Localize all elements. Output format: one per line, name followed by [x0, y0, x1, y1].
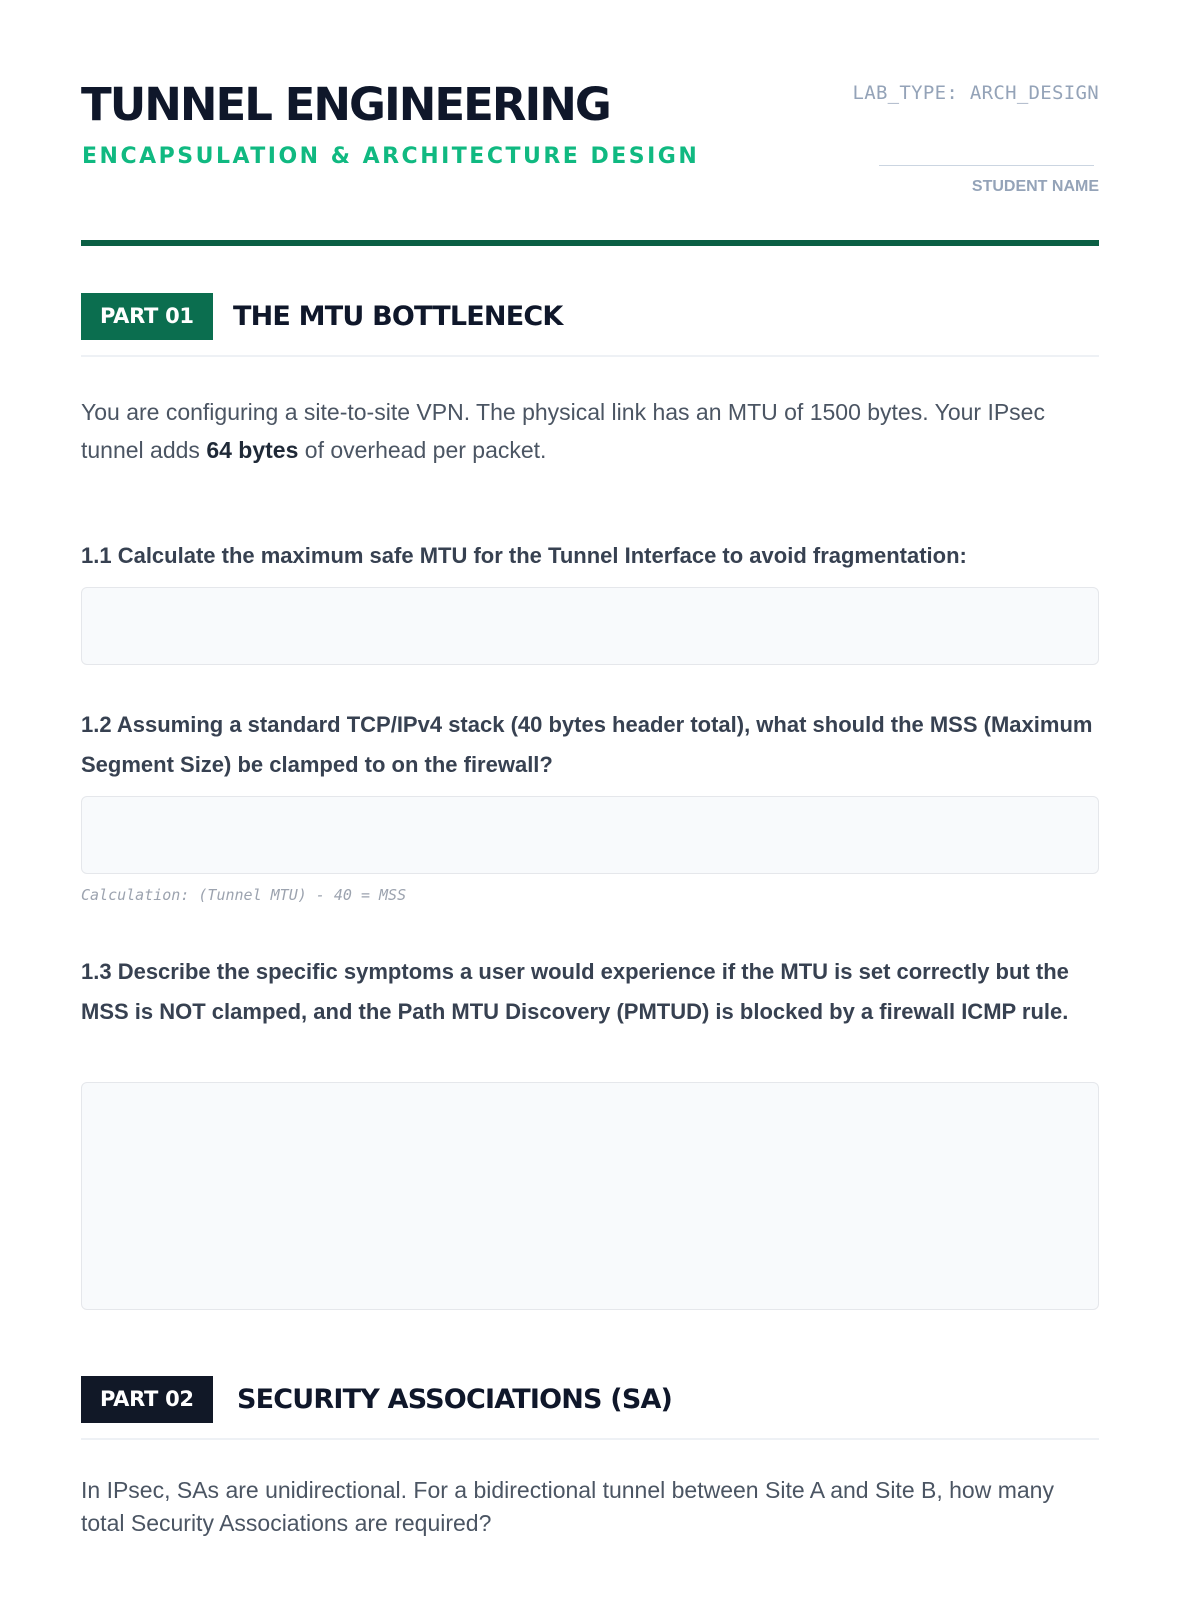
- part2-title: SECURITY ASSOCIATIONS (SA): [237, 1384, 673, 1415]
- calculation-hint: Calculation: (Tunnel MTU) - 40 = MSS: [81, 886, 407, 904]
- section-header-part1: [81, 293, 1099, 357]
- answer-1-1-input[interactable]: [81, 587, 1099, 665]
- part1-intro-bold: 64 bytes: [206, 437, 299, 463]
- part2-intro: In IPsec, SAs are unidirectional. For a bidirectional tunnel between Site A and Site B, how many total Security Associations are required?: [81, 1477, 1054, 1536]
- worksheet-subtitle: ENCAPSULATION & ARCHITECTURE DESIGN: [82, 144, 700, 169]
- question-1-2-label: 1.2 Assuming a standard TCP/IPv4 stack (40 bytes header total), what should the MSS (Maximum Segment Size) be clamped to on the firewall?: [81, 712, 1093, 777]
- answer-1-2-input[interactable]: [81, 796, 1099, 874]
- part1-title: THE MTU BOTTLENECK: [233, 301, 563, 332]
- worksheet-title: TUNNEL ENGINEERING: [81, 78, 610, 131]
- question-1-3-label: 1.3 Describe the specific symptoms a user would experience if the MTU is set correctly but the MSS is NOT clamped, and the Path MTU Discovery (PMTUD) is blocked by a firewall ICMP rule.: [81, 959, 1069, 1024]
- part2-badge: PART 02: [81, 1376, 213, 1423]
- part1-badge: PART 01: [81, 293, 213, 340]
- part1-intro: [81, 393, 1099, 469]
- part1-intro-text-end: of overhead per packet.: [298, 437, 547, 463]
- section-header-part2: [81, 1376, 1099, 1440]
- question-1-1-label: 1.1 Calculate the maximum safe MTU for the Tunnel Interface to avoid fragmentation:: [81, 543, 967, 568]
- answer-1-3-textarea[interactable]: [81, 1082, 1099, 1310]
- lab-type-label: LAB_TYPE: ARCH_DESIGN: [852, 82, 1099, 104]
- header-divider: [81, 240, 1099, 246]
- part1-intro-text: You are configuring a site-to-site VPN. The physical link has an MTU of 1500 bytes. Your IPsec tunnel adds: [81, 399, 1045, 463]
- worksheet-header: [81, 0, 1099, 248]
- student-name-label: STUDENT NAME: [971, 178, 1099, 195]
- student-name-line[interactable]: [879, 165, 1094, 166]
